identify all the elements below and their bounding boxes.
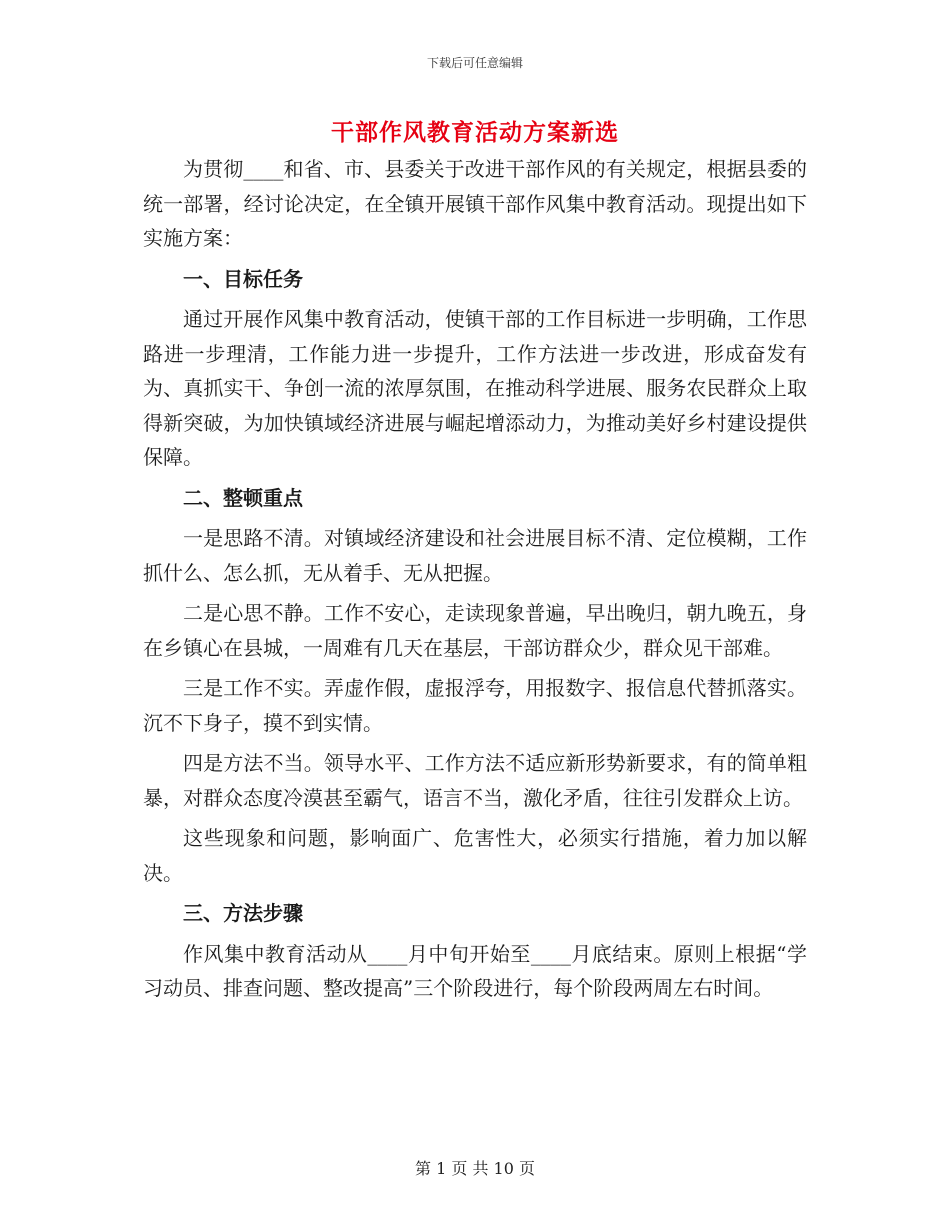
focus-paragraph-5: 这些现象和问题，影响面广、危害性大，必须实行措施，着力加以解决。 (143, 826, 807, 885)
document-body (143, 152, 807, 1006)
goals-paragraph: 通过开展作风集中教育活动，使镇干部的工作目标进一步明确，工作思路进一步理清，工作能力进一步提升，工作方法进一步改进，形成奋发有为、真抓实干、争创一流的浓厚氛围，在推动科学进展、服务农民群众上取得新突破，为加快镇域经济进展与崛起增添动力，为推动美好乡村建设提供保障。 (143, 307, 807, 469)
page-header: 下载后可任意编辑 (426, 56, 523, 70)
section-heading-steps: 三、方法步骤 (183, 901, 303, 925)
document-title: 干部作风教育活动方案新选 (331, 119, 619, 146)
section-heading-goals: 一、目标任务 (183, 266, 303, 291)
steps-paragraph: 作风集中教育活动从____月中旬开始至____月底结束。原则上根据“学习动员、排查问题、整改提高”三个阶段进行，每个阶段两周左右时间。 (143, 941, 807, 1000)
section-heading-focus: 二、整顿重点 (183, 485, 303, 510)
page-footer: 第 1 页 共 10 页 (415, 1159, 535, 1178)
focus-paragraph-1: 一是思路不清。对镇域经济建设和社会进展目标不清、定位模糊，工作抓什么、怎么抓，无从着手、无从把握。 (143, 526, 807, 585)
focus-paragraph-2: 二是心思不静。工作不安心，走读现象普遍，早出晚归，朝九晚五，身在乡镇心在县城，一周难有几天在基层，干部访群众少，群众见干部难。 (143, 601, 807, 660)
focus-paragraph-3: 三是工作不实。弄虚作假，虚报浮夸，用报数字、报信息代替抓落实。沉不下身子，摸不到实情。 (143, 676, 807, 735)
focus-paragraph-4: 四是方法不当。领导水平、工作方法不适应新形势新要求，有的简单粗暴，对群众态度冷漠甚至霸气，语言不当，激化矛盾，往往引发群众上访。 (143, 751, 807, 810)
intro-paragraph: 为贯彻____和省、市、县委关于改进干部作风的有关规定，根据县委的统一部署，经讨论决定，在全镇开展镇干部作风集中教育活动。现提出如下实施方案： (143, 157, 807, 250)
